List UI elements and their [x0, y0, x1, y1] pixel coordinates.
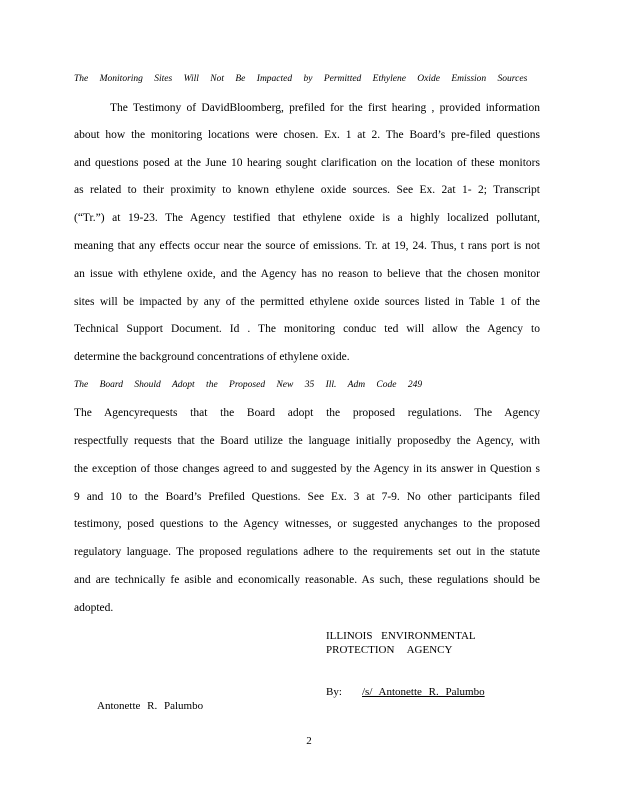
para1-line-3: and questions posed at the June 10 hearing sought clarification on the location of these monitors	[74, 157, 540, 169]
para1-line-4: as related to their proximity to known ethylene oxide sources. See Ex. 2at 1- 2; Transcript	[74, 184, 540, 196]
para2-line-3: the exception of those changes agreed to and suggested by the Agency in its answer in Question s	[74, 463, 540, 475]
para1-line-10: determine the background concentrations of ethylene oxide.	[74, 351, 350, 363]
agency-name-line-1: ILLINOIS ENVIRONMENTAL	[326, 630, 476, 642]
para1-line-5: (“Tr.”) at 19-23. The Agency testified that ethylene oxide is a highly localized pollutant,	[74, 212, 540, 224]
para1-line-8: sites will be impacted by any of the permitted ethylene oxide sources listed in Table 1 of the	[74, 296, 540, 308]
page-number: 2	[306, 735, 312, 747]
para2-line-1: The Agencyrequests that the Board adopt the proposed regulations. The Agency	[74, 407, 540, 419]
para2-line-7: and are technically fe asible and economically reasonable. As such, these regulations should be	[74, 574, 540, 586]
agency-name-line-2: PROTECTION AGENCY	[326, 644, 453, 656]
section-heading-board-adopt: The Board Should Adopt the Proposed New 35 Ill. Adm Code 249	[74, 380, 423, 390]
para1-line-7: an issue with ethylene oxide, and the Agency has no reason to believe that the chosen monitor	[74, 268, 540, 280]
para2-line-5: testimony, posed questions to the Agency witnesses, or suggested anychanges to the proposed	[74, 518, 540, 530]
para2-line-2: respectfully requests that the Board utilize the language initially proposedby the Agency, with	[74, 435, 540, 447]
para1-line-9: Technical Support Document. Id . The monitoring conduc ted will allow the Agency to	[74, 323, 540, 335]
by-label: By:	[326, 686, 342, 698]
para1-line-2: about how the monitoring locations were chosen. Ex. 1 at 2. The Board’s pre-filed questions	[74, 129, 540, 141]
signer-name: Antonette R. Palumbo	[97, 700, 204, 712]
para1-line-6: meaning that any effects occur near the source of emissions. Tr. at 19, 24. Thus, t rans port is not	[74, 240, 540, 252]
para2-line-4: 9 and 10 to the Board’s Prefiled Questions. See Ex. 3 at 7-9. No other participants filed	[74, 491, 540, 503]
para1-line-1: The Testimony of DavidBloomberg, prefiled for the first hearing , provided information	[110, 102, 540, 114]
para2-line-6: regulatory language. The proposed regulations adhere to the requirements set out in the statute	[74, 546, 540, 558]
section-heading-monitoring-sites: The Monitoring Sites Will Not Be Impacted by Permitted Ethylene Oxide Emission Sources	[74, 74, 528, 84]
electronic-signature: /s/ Antonette R. Palumbo	[362, 686, 485, 698]
para2-line-8: adopted.	[74, 602, 114, 614]
